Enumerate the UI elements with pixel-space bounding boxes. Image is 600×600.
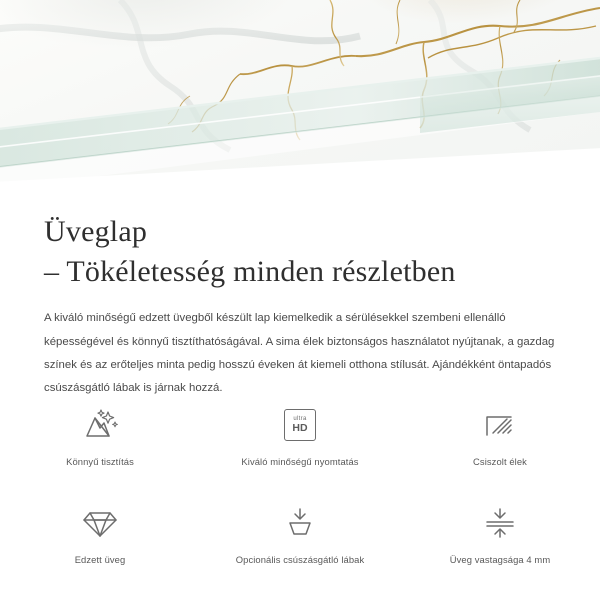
feature-label: Üveg vastagsága 4 mm [449, 554, 551, 566]
feature-label: Opcionális csúszásgátló lábak [235, 554, 365, 566]
ultra-hd-icon: ultra HD [277, 402, 323, 448]
feature-label: Csiszolt élek [473, 456, 527, 467]
anti-slip-feet-icon [277, 500, 323, 546]
feature-label: Kiváló minőségű nyomtatás [241, 456, 359, 467]
content-block [0, 196, 600, 401]
feature-item-tempered-glass [0, 490, 200, 570]
feature-item-polished-edges [400, 392, 600, 472]
polished-edges-icon [477, 402, 523, 448]
feature-item-antislip-feet [200, 490, 400, 570]
description-text [0, 291, 600, 401]
feature-label: Könnyű tisztítás [66, 456, 134, 467]
feature-label: Edzett üveg [74, 554, 126, 566]
hero-image-clip [0, 0, 600, 196]
page-title [0, 196, 600, 291]
description-paragraph: A kiváló minőségű edzett üvegből készült lap kiemelkedik a sérülésekkel szembeni ellenálló képességével és könnyű tisztíthatóságával. A sima élek biztonságos használatot nyújtanak, a gazdag színek és az erőteljes minta pedig hosszú éveken át kiemeli otthona stílusát. Ajándékként öntapadós csúszásgátló lábak is járnak hozzá. [44, 312, 555, 395]
feature-item-thickness [400, 490, 600, 570]
marble-veins-graphic [0, 0, 600, 196]
title-line-2: – Tökéletesség minden részletben [44, 254, 456, 288]
sparkle-cloth-icon [77, 402, 123, 448]
diamond-icon [77, 500, 123, 546]
feature-item-print-quality [200, 392, 400, 472]
thickness-arrows-icon [477, 500, 523, 546]
feature-grid [0, 392, 600, 570]
title-line-1: Üveglap [44, 215, 148, 248]
feature-item-easy-cleaning [0, 392, 200, 472]
hero-image [0, 0, 600, 196]
